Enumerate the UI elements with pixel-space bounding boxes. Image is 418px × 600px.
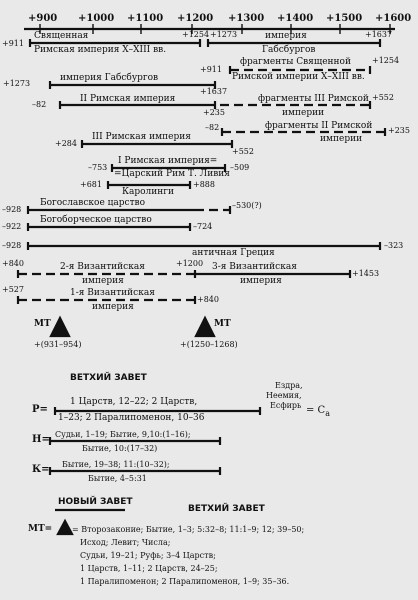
year-label: –753 [88,163,108,172]
scale-label: +1200 [177,13,214,24]
mt-label: МТ [214,319,231,329]
year-label: +1273 [210,30,238,39]
year-label: +840 [2,259,24,268]
year-label: +840 [197,295,219,304]
year-label: –922 [2,222,22,231]
year-label: +911 [2,39,24,48]
row-label: II Римская империя [80,94,176,104]
year-label: +1453 [352,269,380,278]
year-label: –724 [193,222,213,231]
mt-label: МТ [34,319,51,329]
row-label: 3-я Византийская [212,262,297,272]
row-label: империя Габсбургов [60,73,159,83]
year-label: +1200 [176,259,204,268]
year-label: –509 [230,163,250,172]
scale-label: +1500 [326,13,363,24]
year-label: –928 [2,205,22,214]
year-label: +1254 [372,56,400,65]
scale-label: +1100 [127,13,164,24]
scale-label: +1000 [78,13,115,24]
mt-line-5: 1 Паралипоменон; 2 Паралипоменон, 1–9; 35–36. [80,577,290,586]
row-label: III Римская империя [92,132,191,142]
mt-line-4: 1 Царств, 1–11; 2 Царств, 24–25; [80,564,218,573]
year-label: +235 [388,126,410,135]
scale-label: +1600 [375,13,412,24]
row-label: империя [240,276,282,286]
row-label: фрагменты Священной [240,57,351,67]
mt-range: +(1250–1268) [180,340,238,349]
ot-title: ВЕТХИЙ ЗАВЕТ [70,373,147,383]
h-top: Судьи, 1–19; Бытие, 9,10:(1–16); [55,430,191,439]
row-label: Каролинги [122,187,174,197]
row-label: империя [82,276,124,286]
row-label: I Римская империя= [118,156,218,166]
row-label: Римской империи X–XIII вв. [232,72,365,82]
year-label: +1273 [3,79,31,88]
row-label: античная Греция [192,248,275,258]
k-bottom: Бытие, 4–5:31 [88,474,147,483]
row-label: Богоборческое царство [40,215,152,225]
row-label: 2-я Византийская [60,262,145,272]
scale-label: +1300 [228,13,265,24]
nt-title: НОВЫЙ ЗАВЕТ [58,497,133,507]
year-label: +552 [232,147,254,156]
year-label: +1637 [365,30,393,39]
row-label: империя [265,31,307,41]
k-label: К= [32,464,50,475]
ca-eq: = $С_а$ [306,405,330,418]
ezra-label: Есфирь [270,401,302,410]
row-label: Богославское царство [40,198,146,208]
row-label: Римская империя X–XIII вв. [34,45,167,55]
year-label: +888 [193,180,215,189]
row-label: фрагменты III Римской [258,94,369,104]
p-label: Р= [32,404,48,415]
row-label: Священная [34,31,89,41]
row-label: империя [92,302,134,312]
year-label: +552 [372,93,394,102]
mt-line-1: = Второзаконие; Бытие, 1–3; 5:32–8; 11:1–9; 12; 39–50; [72,525,305,534]
ezra-label: Неемия, [266,391,302,400]
year-label: –530(?) [232,201,262,210]
row-label: империи [282,108,325,118]
year-label: –928 [2,241,22,250]
mt-range: +(931–954) [34,340,82,349]
h-bottom: Бытие, 10:(17–32) [82,444,158,453]
mt-line-3: Судьи, 19–21; Руфь; 3–4 Царств; [80,551,216,560]
row-label: империи [320,134,363,144]
p-bottom: 1–23; 2 Паралипоменон, 10–36 [58,413,205,423]
mt-eq-label: МТ= [28,524,53,534]
h-label: Н= [32,434,50,445]
year-label: +235 [203,108,225,117]
row-label: 1-я Византийская [70,288,155,298]
scale-label: +900 [28,13,58,24]
row-label: фрагменты II Римской [265,121,373,131]
year-label: –82 [32,100,47,109]
year-label: –82 [205,123,220,132]
year-label: +527 [2,285,24,294]
ezra-label: Ездра, [275,381,303,390]
row-label: Габсбургов [262,45,316,55]
year-label: +681 [80,180,102,189]
k-top: Бытие, 19–38; 11:(10–32); [62,460,170,469]
year-label: +1254 [182,30,210,39]
year-label: –323 [384,241,404,250]
year-label: +1637 [200,87,228,96]
year-label: +911 [200,65,222,74]
scale-label: +1400 [277,13,314,24]
p-top: 1 Царств, 12–22; 2 Царств, [70,397,198,407]
row-label: =Царский Рим Т. Ливия [114,169,230,179]
year-label: +284 [55,139,77,148]
mt-line-2: Исход; Левит; Числа; [80,538,171,547]
ot-title-2: ВЕТХИЙ ЗАВЕТ [188,504,265,514]
